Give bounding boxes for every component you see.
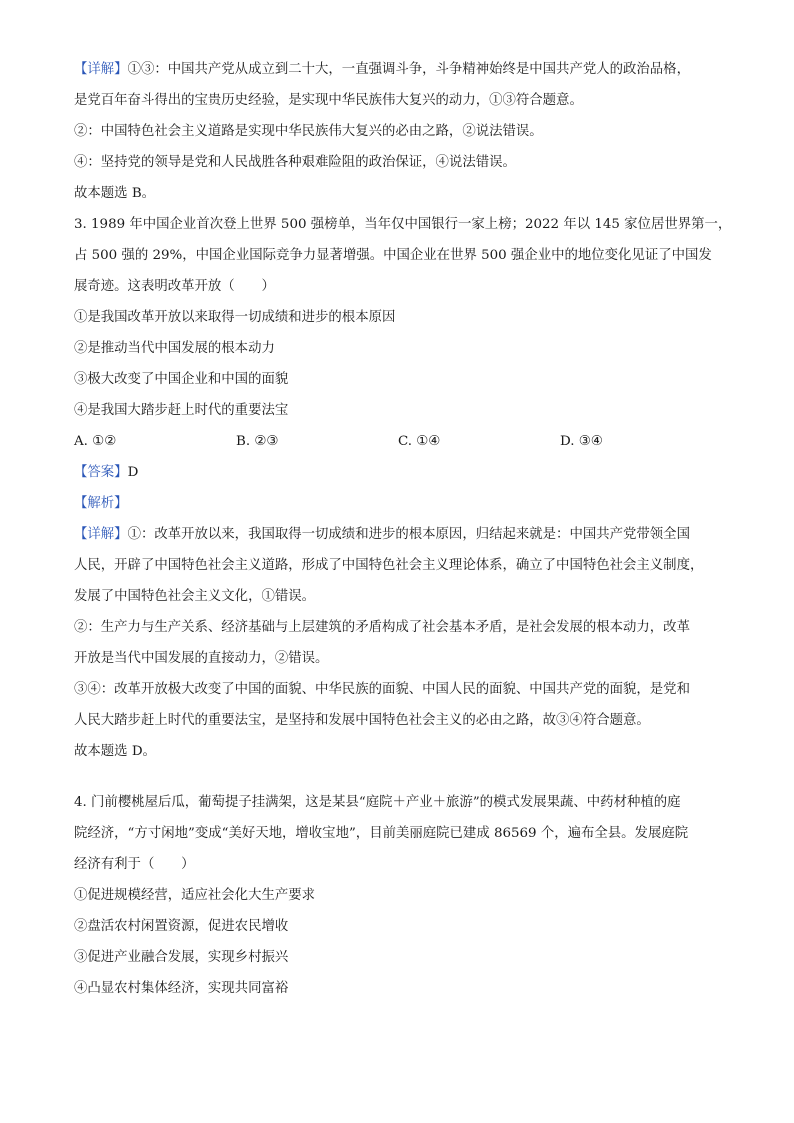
analysis-tag: 【解析】 (74, 496, 128, 511)
q3-item: ②是推动当代中国发展的根本动力 (74, 341, 275, 356)
q3-options (74, 432, 734, 452)
detail-tag: 【详解】 (74, 527, 128, 542)
q4-item: ①促进规模经营，适应社会化大生产要求 (74, 888, 316, 903)
option-c: C. ①④ (398, 434, 441, 449)
q2-detail-line-3: ②：中国特色社会主义道路是实现中华民族伟大复兴的必由之路，②说法错误。 (74, 124, 543, 139)
answer-tag: 【答案】 (74, 465, 128, 480)
q4-item: ②盘活农村闲置资源，促进农民增收 (74, 919, 289, 934)
detail-tag: 【详解】 (74, 62, 128, 77)
q2-detail-line-4: ④：坚持党的领导是党和人民战胜各种艰难险阻的政治保证，④说法错误。 (74, 155, 516, 170)
detail-text: ①③：中国共产党从成立到二十大，一直强调斗争，斗争精神始终是中国共产党人的政治品格， (127, 62, 690, 77)
q4-stem-line-1: 4. 门前樱桃屋后瓜，葡萄提子挂满架，这是某县“庭院＋产业＋旅游”的模式发展果蔬、中药材种植的庭 (74, 795, 681, 810)
q3-stem-line-3: 展奇迹。这表明改革开放（ ） (74, 279, 275, 294)
q4-stem-line-2: 院经济，“方寸闲地”变成“美好天地，增收宝地”，目前美丽庭院已建成 86569 个，遍布全县。发展庭院 (74, 826, 689, 841)
spacer (74, 773, 734, 793)
q3-stem-line-2: 占 500 强的 29%，中国企业国际竞争力显著增强。中国企业在世界 500 强企业中的地位变化见证了中国发 (74, 248, 712, 263)
q3-detail-line-5: 开放是当代中国发展的直接动力，②错误。 (74, 651, 329, 666)
q3-conclusion: 故本题选 D。 (74, 744, 156, 759)
q3-stem-line-1: 3. 1989 年中国企业首次登上世界 500 强榜单，当年仅中国银行一家上榜；2022 年以 145 家位居世界第一， (74, 217, 732, 232)
q3-detail-line-4: ②：生产力与生产关系、经济基础与上层建筑的矛盾构成了社会基本矛盾，是社会发展的根本动力，改革 (74, 620, 690, 635)
q3-detail-line-1 (74, 525, 734, 545)
q3-item: ③极大改变了中国企业和中国的面貌 (74, 372, 289, 387)
detail-text: ①：改革开放以来，我国取得一切成绩和进步的根本原因，归结起来就是：中国共产党带领全国 (127, 527, 690, 542)
option-d: D. ③④ (560, 434, 603, 449)
q3-detail-line-3: 发展了中国特色社会主义文化，①错误。 (74, 589, 316, 604)
q2-detail-line-1 (74, 60, 734, 80)
option-b: B. ②③ (236, 434, 279, 449)
q4-item: ③促进产业融合发展，实现乡村振兴 (74, 950, 289, 965)
q3-item: ①是我国改革开放以来取得一切成绩和进步的根本原因 (74, 310, 396, 325)
q3-analysis (74, 494, 734, 514)
q3-answer (74, 463, 734, 483)
q3-detail-line-2: 人民，开辟了中国特色社会主义道路，形成了中国特色社会主义理论体系，确立了中国特色社会主义制度， (74, 558, 704, 573)
answer-value: D (127, 465, 139, 480)
q4-item: ④凸显农村集体经济，实现共同富裕 (74, 981, 289, 996)
q3-detail-line-7: 人民大踏步赶上时代的重要法宝，是坚持和发展中国特色社会主义的必由之路，故③④符合题意。 (74, 713, 650, 728)
q2-conclusion: 故本题选 B。 (74, 186, 156, 201)
q2-detail-line-2: 是党百年奋斗得出的宝贵历史经验，是实现中华民族伟大复兴的动力，①③符合题意。 (74, 93, 583, 108)
document-page (74, 60, 734, 1010)
option-a: A. ①② (74, 434, 117, 449)
q3-item: ④是我国大踏步赶上时代的重要法宝 (74, 403, 289, 418)
q3-detail-line-6: ③④：改革开放极大改变了中国的面貌、中华民族的面貌、中国人民的面貌、中国共产党的面貌，是党和 (74, 682, 690, 697)
q4-stem-line-3: 经济有利于（ ） (74, 857, 195, 872)
